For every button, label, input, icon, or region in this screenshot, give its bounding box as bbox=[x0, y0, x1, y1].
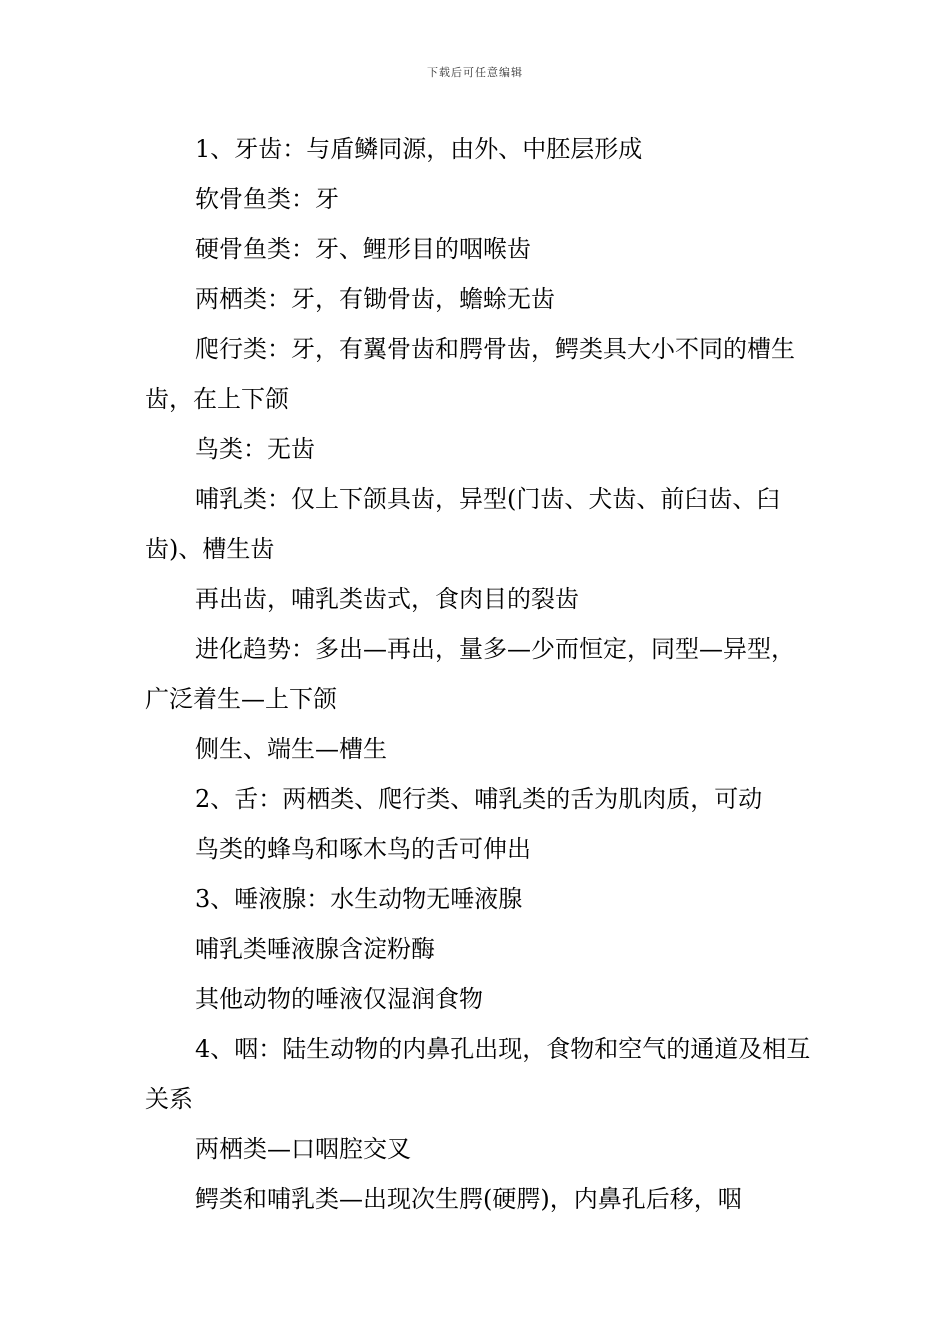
paragraph-birds: 鸟类：无齿 bbox=[195, 435, 315, 463]
page-header: 下载后可任意编辑 bbox=[427, 66, 523, 79]
paragraph-bony-fish: 硬骨鱼类：牙、鲤形目的咽喉齿 bbox=[195, 235, 531, 263]
paragraph-reptiles: 爬行类：牙，有翼骨齿和腭骨齿，鳄类具大小不同的槽生齿，在上下颌 bbox=[145, 335, 795, 413]
paragraph-evolution-trend: 进化趋势：多出—再出，量多—少而恒定，同型—异型，广泛着生—上下颌 bbox=[145, 635, 795, 713]
paragraph-amphibian-pharynx: 两栖类—口咽腔交叉 bbox=[195, 1135, 411, 1163]
paragraph-pharynx: 4、咽：陆生动物的内鼻孔出现，食物和空气的通道及相互关系 bbox=[145, 1035, 811, 1113]
paragraph-crocodile-mammal-palate: 鳄类和哺乳类—出现次生腭(硬腭)，内鼻孔后移，咽 bbox=[195, 1185, 742, 1213]
paragraph-amphibians: 两栖类：牙，有锄骨齿，蟾蜍无齿 bbox=[195, 285, 555, 313]
paragraph-bird-tongue: 鸟类的蜂鸟和啄木鸟的舌可伸出 bbox=[195, 835, 531, 863]
paragraph-tooth-attachment: 侧生、端生—槽生 bbox=[195, 735, 387, 763]
paragraph-mammal-saliva: 哺乳类唾液腺含淀粉酶 bbox=[195, 935, 435, 963]
paragraph-mammals: 哺乳类：仅上下颌具齿，异型(门齿、犬齿、前臼齿、臼齿)、槽生齿 bbox=[145, 485, 781, 563]
paragraph-tongue: 2、舌：两栖类、爬行类、哺乳类的舌为肌肉质，可动 bbox=[195, 785, 763, 813]
paragraph-secondary-teeth: 再出齿，哺乳类齿式，食肉目的裂齿 bbox=[195, 585, 579, 613]
paragraph-cartilaginous-fish: 软骨鱼类：牙 bbox=[195, 185, 339, 213]
paragraph-salivary-glands: 3、唾液腺：水生动物无唾液腺 bbox=[195, 885, 523, 913]
paragraph-teeth: 1、牙齿：与盾鳞同源，由外、中胚层形成 bbox=[195, 135, 643, 163]
paragraph-other-saliva: 其他动物的唾液仅湿润食物 bbox=[195, 985, 483, 1013]
document-body bbox=[145, 124, 813, 1224]
